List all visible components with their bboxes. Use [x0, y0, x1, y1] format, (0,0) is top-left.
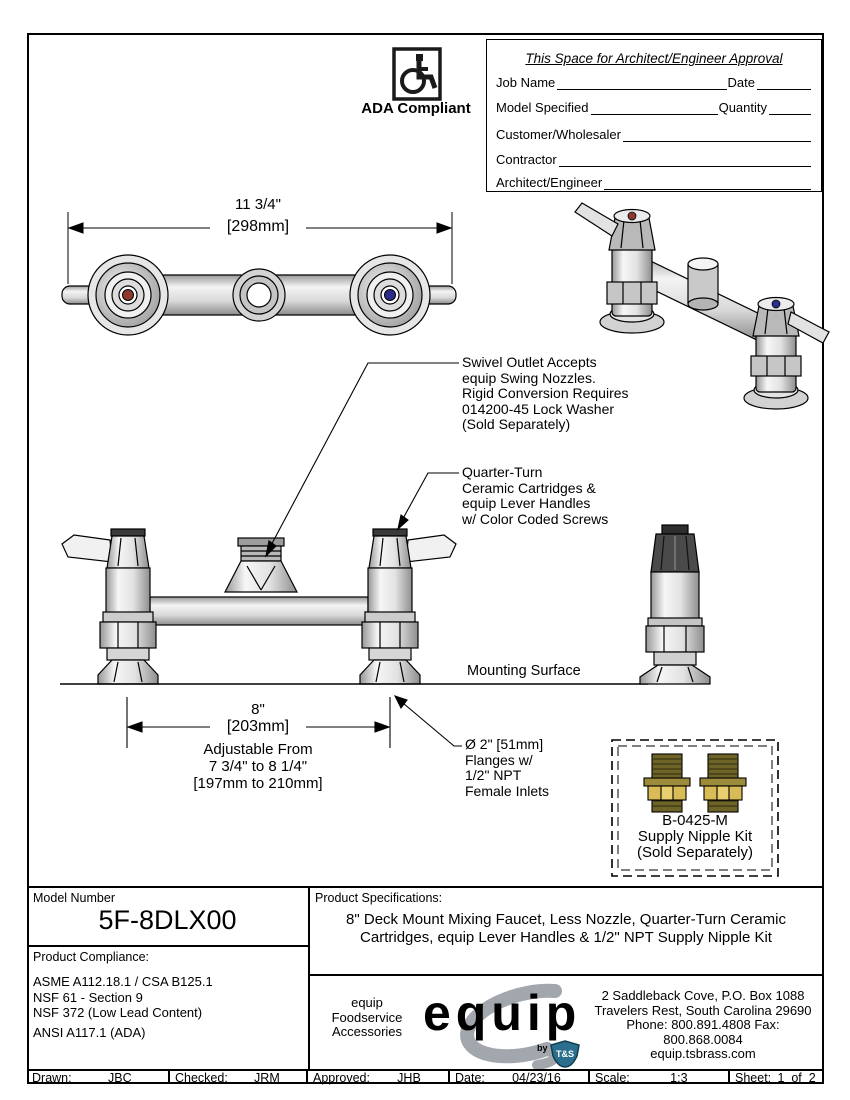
footer-approved — [308, 1071, 450, 1084]
ada-wheelchair-icon — [392, 47, 442, 101]
equip-logo-by: by — [537, 1043, 548, 1053]
model-compliance-divider — [27, 945, 308, 947]
ts-shield-icon — [549, 1039, 581, 1069]
scale-value: 1:3 — [670, 1070, 688, 1085]
callout-swivel-outlet: Swivel Outlet Accepts equip Swing Nozzles. Rigid Conversion Requires 014200-45 Lock Washer (Sold Separately) — [462, 354, 629, 433]
specs-brand-divider — [308, 974, 822, 976]
supply-nipple-illustration — [644, 754, 746, 812]
model-specified-label: Model Specified — [496, 100, 589, 115]
footer-checked — [170, 1071, 308, 1084]
product-compliance-label: Product Compliance: — [33, 950, 150, 964]
compliance-item: NSF 372 (Low Lead Content) — [33, 1005, 203, 1020]
quantity-label: Quantity — [718, 100, 767, 115]
brand-address — [587, 989, 819, 1062]
dim-adjustable-1: Adjustable From — [203, 741, 313, 758]
nipple-kit-note: (Sold Separately) — [637, 844, 753, 861]
approval-box — [486, 39, 822, 192]
faucet-top-view — [62, 255, 456, 335]
approval-row-customer — [496, 127, 812, 142]
model-number-value: 5F-8DLX00 — [98, 905, 237, 935]
customer-field[interactable] — [623, 128, 811, 142]
job-name-label: Job Name — [496, 75, 556, 90]
dim-203mm: [203mm] — [226, 718, 290, 735]
date-value: 04/23/16 — [512, 1070, 561, 1085]
contractor-field[interactable] — [559, 153, 811, 167]
product-compliance-list — [33, 974, 213, 1040]
date-field[interactable] — [757, 76, 811, 90]
dim-8in: 8" — [251, 701, 265, 718]
footer-sheet — [730, 1071, 822, 1084]
footer-row — [27, 1071, 822, 1084]
approval-row-model — [496, 100, 812, 115]
dim-top-inches: 11 3/4" — [235, 196, 281, 213]
address-line: 2 Saddleback Cove, P.O. Box 1088 — [601, 988, 805, 1003]
ts-shield-text: T&S — [556, 1049, 574, 1059]
equip-logo-text: equip — [423, 985, 582, 1041]
contractor-label: Contractor — [496, 152, 557, 167]
checked-value: JRM — [254, 1070, 280, 1085]
footer-scale — [590, 1071, 730, 1084]
compliance-item: NSF 61 - Section 9 — [33, 989, 143, 1005]
address-line: Travelers Rest, South Carolina 29690 — [594, 1002, 812, 1018]
approved-label: Approved: — [313, 1070, 370, 1085]
mounting-surface-label: Mounting Surface — [467, 663, 581, 679]
drawn-label: Drawn: — [32, 1070, 72, 1085]
quantity-field[interactable] — [769, 101, 811, 115]
footer-date — [450, 1071, 590, 1084]
sheet-value: 1 of 2 — [777, 1070, 816, 1085]
drawn-value: JBC — [107, 1070, 132, 1085]
product-specifications-line2: Cartridges, equip Lever Handles & 1/2" NPT Supply Nipple Kit — [360, 929, 772, 946]
architect-field[interactable] — [604, 176, 811, 190]
ada-compliant-label: ADA Compliant — [361, 100, 471, 117]
footer-drawn — [27, 1071, 170, 1084]
customer-label: Customer/Wholesaler — [496, 127, 621, 142]
product-specifications-line1: 8" Deck Mount Mixing Faucet, Less Nozzle, Quarter-Turn Ceramic — [346, 911, 786, 928]
model-number-label: Model Number — [33, 891, 115, 905]
callout-cartridges: Quarter-Turn Ceramic Cartridges & equip Lever Handles w/ Color Coded Screws — [462, 464, 609, 527]
nipple-kit-name: Supply Nipple Kit — [637, 828, 753, 845]
approval-row-jobname — [496, 75, 812, 90]
address-link[interactable]: equip.tsbrass.com — [650, 1046, 756, 1061]
approval-row-architect — [496, 175, 812, 190]
product-specifications-label: Product Specifications: — [315, 891, 443, 905]
sheet-label: Sheet: — [735, 1070, 772, 1085]
faucet-front-view — [60, 529, 648, 684]
compliance-item: ANSI A117.1 (ADA) — [33, 1024, 146, 1040]
model-specified-field[interactable] — [591, 101, 718, 115]
equip-logo — [419, 977, 599, 1067]
date-label: Date — [727, 75, 755, 90]
approval-row-contractor — [496, 152, 812, 167]
title-block — [27, 886, 822, 1085]
dim-adjustable-3: [197mm to 210mm] — [193, 775, 323, 792]
approved-value: JHB — [397, 1070, 421, 1085]
valve-side-view — [640, 525, 710, 684]
nipple-kit-model: B-0425-M — [662, 812, 728, 829]
approval-title: This Space for Architect/Engineer Approval — [525, 51, 783, 66]
job-name-field[interactable] — [557, 76, 726, 90]
scale-label: Scale: — [595, 1070, 630, 1085]
dim-adjustable-2: 7 3/4" to 8 1/4" — [208, 758, 308, 775]
callout-flanges: Ø 2" [51mm] Flanges w/ 1/2" NPT Female Inlets — [465, 736, 550, 799]
brand-tagline: equip Foodservice Accessories — [331, 995, 403, 1039]
dim-top-mm: [298mm] — [226, 218, 290, 235]
address-line: Phone: 800.891.4808 Fax: 800.868.0084 — [626, 1017, 780, 1047]
compliance-item: ASME A112.18.1 / CSA B125.1 — [33, 974, 213, 989]
date-field-label: Date: — [455, 1070, 485, 1085]
checked-label: Checked: — [175, 1070, 228, 1085]
architect-label: Architect/Engineer — [496, 175, 603, 190]
